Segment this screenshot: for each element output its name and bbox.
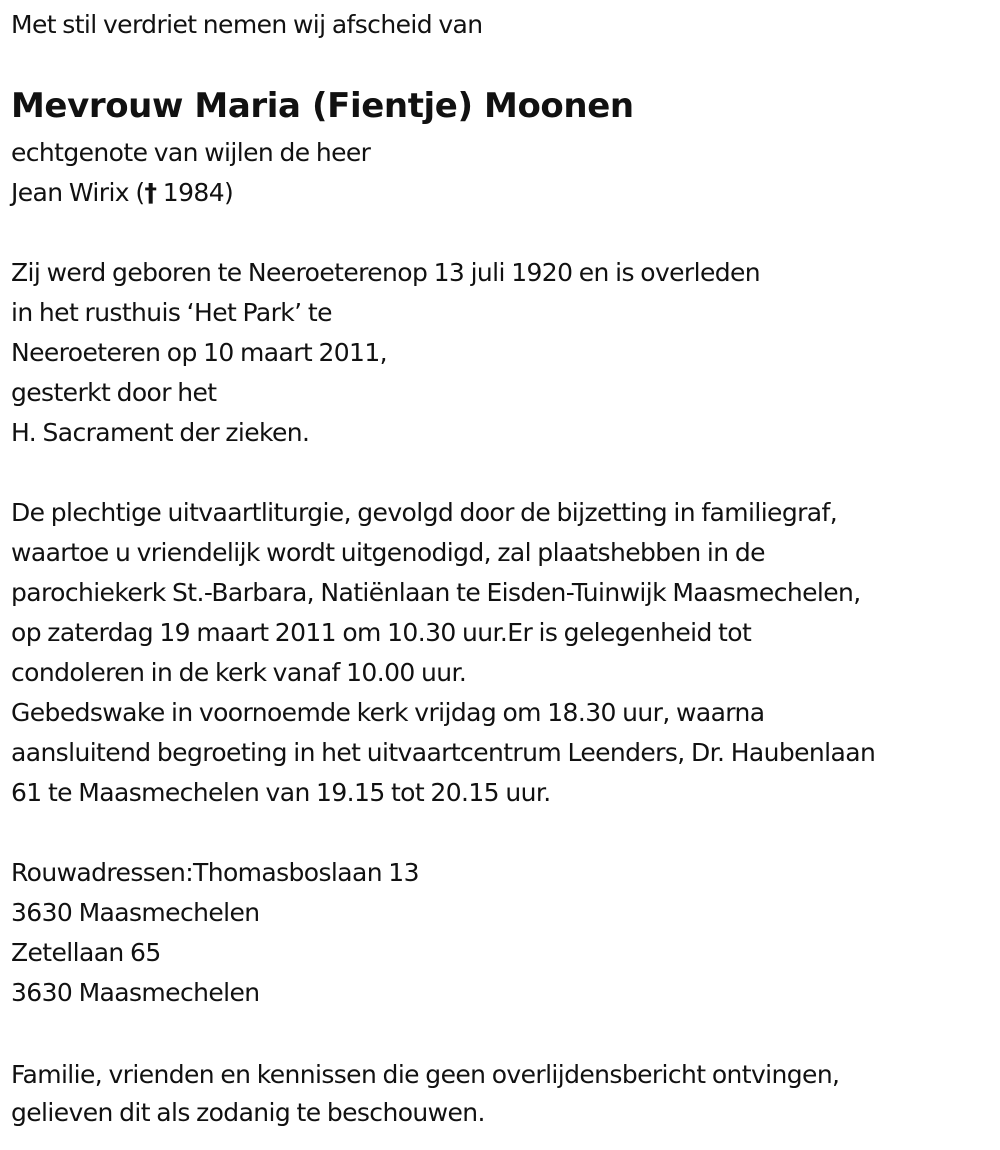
address-line: 3630 Maasmechelen xyxy=(11,898,260,927)
funeral-line: parochiekerk St.-Barbara, Natiënlaan te Eisden-Tuinwijk Maasmechelen, xyxy=(11,578,861,607)
spouse-death-year: 1984) xyxy=(162,178,234,207)
birth-death-line: Neeroeteren op 10 maart 2011, xyxy=(11,338,388,367)
address-line: 3630 Maasmechelen xyxy=(11,978,260,1007)
funeral-line: aansluitend begroeting in het uitvaartcentrum Leenders, Dr. Haubenlaan xyxy=(11,738,876,767)
funeral-line: condoleren in de kerk vanaf 10.00 uur. xyxy=(11,658,467,687)
funeral-line: waartoe u vriendelijk wordt uitgenodigd, zal plaatshebben in de xyxy=(11,538,765,567)
birth-death-line: H. Sacrament der zieken. xyxy=(11,418,310,447)
spouse-line: echtgenote van wijlen de heer xyxy=(11,138,371,167)
address-line: Rouwadressen:Thomasboslaan 13 xyxy=(11,858,419,887)
address-line: Zetellaan 65 xyxy=(11,938,161,967)
birth-death-line: Zij werd geboren te Neeroeterenop 13 juli 1920 en is overleden xyxy=(11,258,761,287)
funeral-line: op zaterdag 19 maart 2011 om 10.30 uur.Er is gelegenheid tot xyxy=(11,618,752,647)
intro-text: Met stil verdriet nemen wij afscheid van xyxy=(11,10,483,39)
funeral-line: 61 te Maasmechelen van 19.15 tot 20.15 uur. xyxy=(11,778,551,807)
closing-line: Familie, vrienden en kennissen die geen overlijdensbericht ontvingen, xyxy=(11,1060,840,1089)
spouse-name-line xyxy=(11,178,233,208)
birth-death-line: gesterkt door het xyxy=(11,378,217,407)
spouse-name: Jean Wirix ( xyxy=(11,178,145,207)
funeral-line: De plechtige uitvaartliturgie, gevolgd door de bijzetting in familiegraf, xyxy=(11,498,838,527)
birth-death-line: in het rusthuis ‘Het Park’ te xyxy=(11,298,332,327)
closing-line: gelieven dit als zodanig te beschouwen. xyxy=(11,1098,485,1127)
cross-icon: † xyxy=(144,178,157,207)
funeral-line: Gebedswake in voornoemde kerk vrijdag om 18.30 uur, waarna xyxy=(11,698,765,727)
deceased-name: Mevrouw Maria (Fientje) Moonen xyxy=(11,86,634,126)
